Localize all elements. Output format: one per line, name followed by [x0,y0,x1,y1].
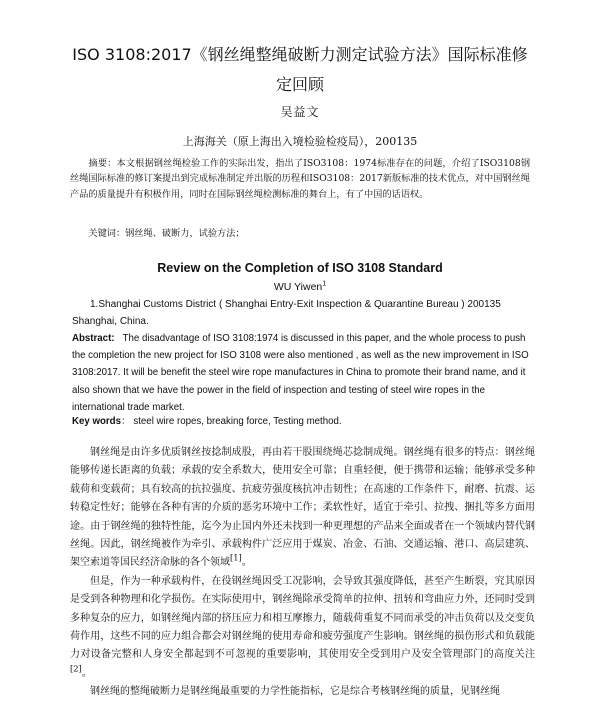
english-keywords-label: Key words [72,416,121,427]
body-paragraph [70,444,535,573]
chinese-abstract-label: 摘要： [88,158,117,169]
english-abstract [72,330,540,416]
english-abstract-text: The disadvantage of ISO 3108:1974 is discussed in this paper, and the whole process to push the completion the new project for ISO 3108 were also mentioned , as well as the new improvement in ISO 3108:2017. It will be benefit the steel wire rope manufactures in China to promote their brand name, and it also shown that we have the power in the field of inspection and testing of steel wire ropes in the international trade market. [72,333,529,413]
english-author-superscript: 1 [322,280,327,288]
english-title: Review on the Completion of ISO 3108 Standard [157,261,443,275]
citation-ref: [2] [70,663,82,674]
english-author-name: WU Yiwen [273,281,323,293]
english-author [0,281,600,293]
chinese-title: ISO 3108:2017《钢丝绳整绳破断力测定试验方法》国际标准修定回顾 [72,45,528,94]
chinese-abstract [70,156,530,202]
chinese-keywords-label: 关键词： [88,228,126,239]
body-paragraph [70,573,535,683]
body-paragraph-1-text: 钢丝绳是由许多优质钢丝按捻制成股，再由若干股围绕绳芯捻制成绳。钢丝绳有很多的特点：钢丝绳能够传递长距离的负载；承载的安全系数大，使用安全可靠；自重轻便，便于携带和运输；能够承受多种载荷和变载荷；具有较高的抗拉强度、抗疲劳强度核抗冲击韧性；在高速的工作条件下，耐磨、抗震、运转稳定性好；能够在各种有害的介质的恶劣环境中工作；柔软性好，适宜于牵引、拉拽、捆扎等多方面用途。由于钢丝绳的独特性能，迄今为止国内外还未找到一种更理想的产品来全面或者在一个领域内替代钢丝绳。因此，钢丝绳被作为牵引、承载构件广泛应用于煤炭、冶金、石油、交通运输、港口、高层建筑、架空索道等国民经济命脉的各个领域 [70,447,535,569]
body-paragraph-1-end: 。 [241,557,252,569]
english-abstract-label: Abstract: [72,333,115,344]
english-keywords-text: ： steel wire ropes, breaking force, Testing method. [121,416,342,427]
body-text [70,444,535,702]
english-keywords [72,413,532,427]
body-paragraph: 钢丝绳的整绳破断力是钢丝绳最重要的力学性能指标，它是综合考核钢丝绳的质量，见钢丝绳 [90,686,500,698]
body-paragraph-2-end: 。 [81,667,92,679]
chinese-affiliation: 上海海关（原上海出入境检验检疫局），200135 [182,135,418,148]
chinese-author: 吴益文 [280,105,320,119]
citation-ref: [1] [230,553,242,564]
body-paragraph-2-text: 但是，作为一种承载构件，在役钢丝绳因受工况影响，会导致其强度降低，甚至产生断裂，究其原因是受到各种物理和化学损伤。在实际使用中，钢丝绳除承受简单的拉伸、扭转和弯曲应力外，还同时受到多种复杂的应力，如钢丝绳内部的挤压应力和相互摩擦力，随载荷重复不同而承受的冲击负荷以及交变负荷作用，这些不同的应力组合都会对钢丝绳的使用寿命和疲劳强度产生影响。钢丝绳的损伤形式和负载能力对设备完整和人身安全都起到不可忽视的重要影响，其使用安全受到用户及安全管理部门的高度关注 [70,575,535,661]
chinese-abstract-text: 本文根据钢丝绳检验工作的实际出发，指出了ISO3108：1974标准存在的问题，介绍了ISO3108钢丝绳国际标准的修订案提出到完成标准制定并出版的历程和ISO3108：2017新版标准的技术优点，对中国钢丝绳产品的质量提升有积极作用，同时在国际钢丝绳检测标准的舞台上，有了中国的话语权。 [70,158,531,200]
english-affiliation: 1.Shanghai Customs District ( Shanghai Entry-Exit Inspection & Quarantine Bureau ) 200135 Shanghai, China. [72,299,501,327]
chinese-keywords [70,227,530,241]
chinese-keywords-text: 钢丝绳、破断力，试验方法； [125,228,245,239]
